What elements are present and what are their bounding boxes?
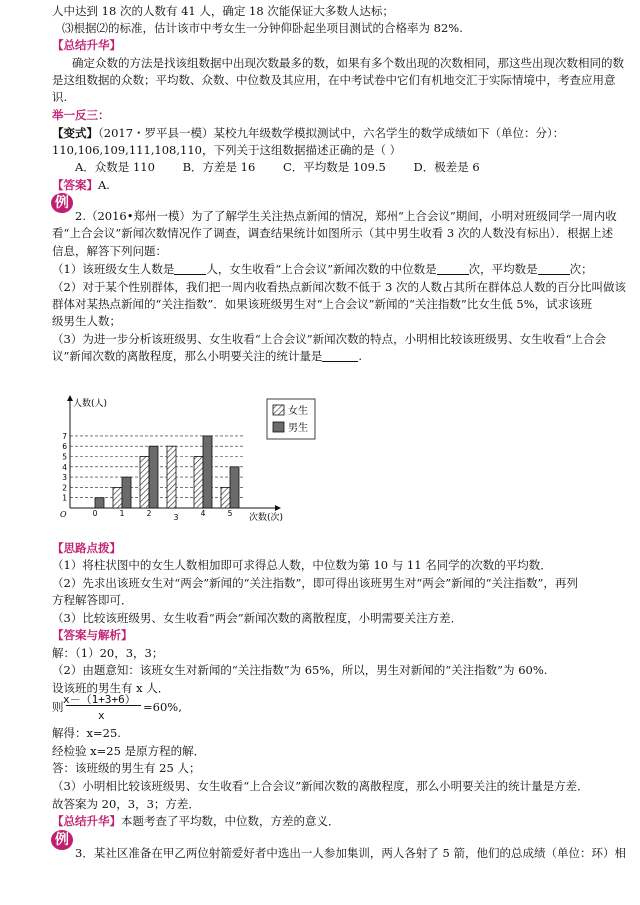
- text-line: 看“上合会议”新闻次数情况作了调查，调查结果统计如图所示（其中男生收看 3 次的人数没有标出）．根据上述: [52, 226, 614, 240]
- text-line: 经检验 x=25 是原方程的解．: [52, 744, 206, 758]
- summary-line: [52, 814, 618, 829]
- answer-value: A.: [98, 178, 110, 192]
- fraction-denominator: x: [98, 709, 105, 722]
- bar-male: [203, 436, 212, 508]
- text-line: ⑶根据⑵的标准，估计该市中考女生一分钟仰卧起坐项目测试的合格率为 82%.: [62, 21, 463, 35]
- bar-female: [194, 457, 203, 509]
- bar-male: [230, 467, 239, 508]
- text-line: 设该班的男生有 x 人．: [52, 681, 170, 695]
- fraction-numerator: x－（1+3+6）: [63, 693, 136, 706]
- bar-male: [122, 477, 131, 508]
- question-part-3: [52, 349, 618, 364]
- text-line: 解得：x=25.: [52, 726, 121, 740]
- text-line: 群体对某热点新闻的“关注指数”．如果该班级男生对“上合会议”新闻的“关注指数”比女生低 5%，试求该班: [52, 297, 593, 311]
- legend-swatch-female: [273, 405, 284, 415]
- text-line: （3）比较该班级男、女生收看“两会”新闻次数的离散程度，小明需要关注方差．: [52, 611, 463, 625]
- options-line: [75, 160, 618, 175]
- x-tick-label: 4: [200, 509, 206, 518]
- text-line: 信息，解答下列问题：: [52, 244, 167, 258]
- text-line: 110,106,109,111,108,110，下列关于这组数据描述正确的是（ ）: [52, 143, 402, 157]
- y-tick-label: 3: [62, 473, 67, 483]
- text-line: （2）对于某个性别群体，我们把一周内收看热点新闻次数不低于 3 次的人数占其所在群体总人数的百分比叫做该: [52, 280, 626, 294]
- question-part-1: [52, 262, 618, 277]
- fraction-bar: [66, 705, 141, 706]
- text-line: 级男生人数；: [52, 314, 121, 328]
- option-b: B．方差是 16: [182, 160, 256, 174]
- text-fragment: 人，女生收看“上合会议”新闻次数的中位数是: [206, 262, 437, 276]
- x-axis-label: 次数(次): [249, 513, 284, 523]
- variant-line: [52, 126, 618, 141]
- section-heading: 【答案与解析】: [52, 628, 133, 642]
- text-line: 2.（2016•郑州一模）为了了解学生关注热点新闻的情况，郑州“上合会议”期间，小明对班级同学一周内收: [75, 209, 617, 223]
- text-line: 3．某社区准备在甲乙两位射箭爱好者中选出一人参加集训，两人各射了 5 箭，他们的总成绩（单位：环）相: [75, 846, 626, 860]
- badge-label: 例: [55, 195, 69, 211]
- answer-blank: [437, 263, 469, 275]
- x-tick-label: 5: [227, 509, 233, 518]
- option-d: D．极差是 6: [413, 160, 480, 174]
- text-line: 人中达到 18 次的人数有 41 人，确定 18 次能保证大多数人达标；: [52, 4, 394, 18]
- bar-female: [221, 487, 230, 508]
- text-fragment: 次，平均数是: [468, 262, 538, 276]
- answer-line: [52, 178, 618, 193]
- y-tick-label: 5: [62, 452, 67, 462]
- answer-blank: [322, 350, 358, 362]
- text-line: （2）由题意知：该班女生对新闻的“关注指数”为 65%，所以，男生对新闻的“关注指数”为 60%.: [52, 663, 548, 677]
- y-tick-label: 1: [62, 493, 67, 503]
- text-line: 答：该班级的男生有 25 人；: [52, 761, 201, 775]
- example-badge: [50, 828, 74, 852]
- y-tick-label: 4: [62, 462, 67, 472]
- option-c: C．平均数是 109.5: [282, 160, 386, 174]
- answer-tag: 【答案】: [52, 178, 98, 192]
- x-axis-arrow-icon: [275, 505, 281, 511]
- bar-chart: [60, 395, 320, 523]
- y-tick-label: 6: [62, 442, 67, 452]
- text-line: 解：（1）20，3，3；: [52, 646, 164, 660]
- origin-label: O: [60, 510, 67, 519]
- legend-label-male: 男生: [288, 423, 308, 434]
- answer-blank: [174, 263, 206, 275]
- badge-label: 例: [55, 832, 69, 848]
- text-fragment: （1）该班级女生人数是: [52, 262, 175, 276]
- section-heading: 举一反三：: [52, 108, 110, 122]
- text-line: 故答案为 20，3，3；方差．: [52, 797, 200, 811]
- bar-female: [167, 446, 176, 508]
- section-heading: 【总结升华】: [52, 38, 121, 52]
- text-fragment: 议”新闻次数的离散程度，那么小明要关注的统计量是: [52, 349, 323, 363]
- text-line: （1）将柱状图中的女生人数相加即可求得总人数，中位数为第 10 与 11 名同学的次数的平均数．: [52, 558, 552, 572]
- bar-male: [95, 498, 104, 508]
- equation-suffix: =60%,: [143, 700, 182, 714]
- option-a: A．众数是 110: [75, 160, 155, 174]
- variant-tag: 【变式】: [52, 126, 98, 140]
- text-fragment: 次；: [569, 262, 593, 276]
- x-tick-label: 0: [92, 509, 98, 518]
- bar-female: [113, 487, 122, 508]
- bar-male: [149, 446, 158, 508]
- example-badge: [50, 191, 74, 215]
- text-line: （2）先求出该班女生对“两会”新闻的“关注指数”，即可得出该班男生对“两会”新闻的“关注指数”，再列: [52, 576, 578, 590]
- text-line: 是这组数据的众数；平均数、众数、中位数及其应用，在中考试卷中它们有机地交汇于实际情境中，考查应用意: [52, 73, 616, 87]
- y-axis-label: 人数(人): [73, 399, 108, 409]
- text-fragment: 本题考查了平均数，中位数，方差的意义．: [121, 814, 340, 828]
- y-tick-label: 2: [62, 483, 67, 493]
- section-heading: 【思路点拨】: [52, 541, 121, 555]
- text-line: 识.: [52, 90, 68, 104]
- x-tick-label: 2: [146, 509, 152, 518]
- equation-prefix: 则: [52, 700, 64, 714]
- section-heading: 【总结升华】: [52, 814, 121, 828]
- text-line: （3）为进一步分析该班级男、女生收看“上合会议”新闻次数的特点，小明相比较该班级男、女生收看“上合会: [52, 332, 606, 346]
- text-line: 确定众数的方法是找该组数据中出现次数最多的数，如果有多个数出现的次数相同，那这些出现次数相同的数: [72, 56, 624, 70]
- text-line: 方程解答即可．: [52, 593, 133, 607]
- legend-label-female: 女生: [288, 406, 308, 417]
- text-fragment: .: [358, 349, 363, 363]
- legend-swatch-male: [273, 422, 284, 432]
- variant-text: （2017・罗平县一模）某校九年级数学模拟测试中，六名学生的数学成绩如下（单位：分）：: [98, 126, 565, 140]
- text-line: （3）小明相比较该班级男、女生收看“上合会议”新闻次数的离散程度，那么小明要关注的统计量是方差．: [52, 779, 589, 793]
- y-tick-label: 7: [62, 431, 67, 441]
- x-tick-label: 1: [119, 509, 125, 518]
- x-tick-label: 3: [173, 513, 179, 522]
- answer-blank: [538, 263, 570, 275]
- bar-female: [140, 457, 149, 509]
